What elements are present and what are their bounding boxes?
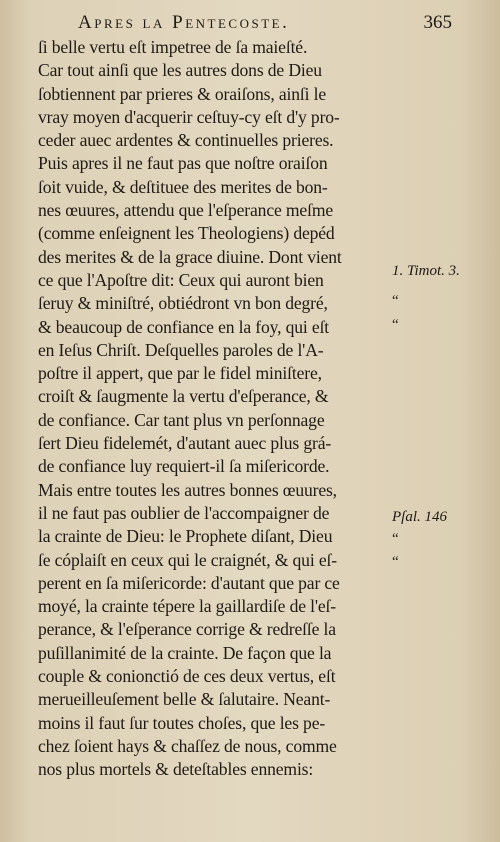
text-line: de confiance. Car tant plus vn perſonnage <box>38 409 325 430</box>
text-line: couple & conionctió de ces deux vertus, eſt <box>38 666 336 687</box>
body-text <box>38 36 388 782</box>
text-line: poſtre il appert, que par le fidel miniſtere, <box>38 363 322 384</box>
text-line: puſillanimité de la crainte. De façon que la <box>38 642 332 663</box>
text-line: ſobtiennent par prieres & oraiſons, ainſi le <box>38 83 327 104</box>
text-line: en Ieſus Chriſt. Deſquelles paroles de l'A- <box>38 339 324 360</box>
text-line: perance, & l'eſperance corrige & redreſſe la <box>38 619 336 640</box>
text-line: il ne faut pas oublier de l'accompaigner de <box>38 502 330 523</box>
running-title: Apres la Pentecoste. <box>78 12 290 33</box>
quote-mark: “ <box>392 554 399 570</box>
margin-reference-psalm: Pſal. 146 <box>392 509 447 525</box>
text-line: merueilleuſement belle & ſalutaire. Neant- <box>38 689 331 710</box>
text-line: & beaucoup de confiance en la foy, qui eſt <box>38 316 330 337</box>
text-line: chez ſoient hays & chaſſez de nous, comme <box>38 735 337 756</box>
text-line: ce que l'Apoſtre dit: Ceux qui auront bien <box>38 269 324 290</box>
quote-mark: “ <box>392 293 399 309</box>
text-line: de confiance luy requiert-il ſa miſericorde. <box>38 456 330 477</box>
text-line: Puis apres il ne faut pas que noſtre oraiſon <box>38 153 328 174</box>
text-line: nos plus mortels & deteſtables ennemis: <box>38 759 314 780</box>
text-line: perent en ſa miſericorde: d'autant que par ce <box>38 572 340 593</box>
text-line: ſoit vuide, & deſtituee des merites de bon- <box>38 176 328 197</box>
text-line: moyé, la crainte tépere la gaillardiſe de l'eſ- <box>38 596 336 617</box>
text-line: ſeruy & miniſtré, obtiédront vn bon degré, <box>38 293 328 314</box>
text-line: Mais entre toutes les autres bonnes œuures, <box>38 479 337 500</box>
text-line: ſi belle vertu eſt impetree de ſa maieſté. <box>38 37 308 57</box>
text-line: ceder auec ardentes & continuelles prieres. <box>38 130 334 151</box>
text-line: ſe cóplaiſt en ceux qui le craignét, & qui eſ- <box>38 549 337 570</box>
text-line: des merites & de la grace diuine. Dont vient <box>38 246 342 267</box>
text-line: la crainte de Dieu: le Prophete diſant, Dieu <box>38 526 333 547</box>
text-line: ſert Dieu fidelemét, d'autant auec plus grá- <box>38 433 332 454</box>
text-line: vray moyen d'acquerir ceſtuy-cy eſt d'y pro- <box>38 106 340 127</box>
text-line: Car tout ainſi que les autres dons de Dieu <box>38 60 322 81</box>
quote-mark: “ <box>392 317 399 333</box>
text-line: croiſt & ſaugmente la vertu d'eſperance, & <box>38 386 329 407</box>
margin-reference-timothy: 1. Timot. 3. <box>392 263 460 279</box>
text-line: (comme enſeignent les Theologiens) depéd <box>38 223 335 244</box>
text-line: nes œuures, attendu que l'eſperance meſme <box>38 200 334 221</box>
quote-mark: “ <box>392 531 399 547</box>
text-line: moins il faut ſur toutes choſes, que les pe- <box>38 712 326 733</box>
page-number: 365 <box>423 12 452 33</box>
